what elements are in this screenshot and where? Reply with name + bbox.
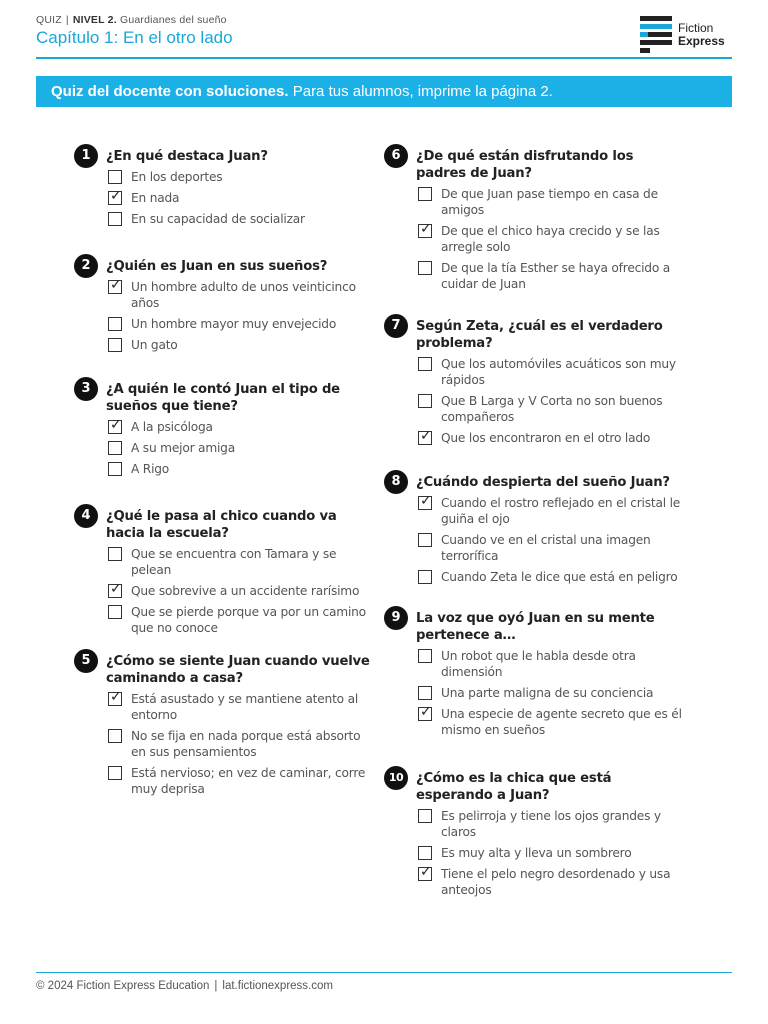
answer-option-label: Una especie de agente secreto que es él mismo en sueños (441, 707, 682, 737)
question-number-badge: 4 (74, 504, 98, 528)
empty-checkbox[interactable] (418, 187, 432, 201)
question-text: ¿En qué destaca Juan? (106, 149, 268, 164)
checked-checkbox[interactable] (108, 689, 122, 706)
empty-checkbox[interactable] (108, 338, 122, 352)
answer-options (416, 356, 684, 446)
question-number-badge: 3 (74, 377, 98, 401)
checkmark-icon: ✓ (420, 493, 432, 509)
banner-bold-text: Quiz del docente con soluciones. (51, 83, 289, 100)
empty-checkbox[interactable] (108, 462, 122, 476)
breadcrumb: QUIZ | NIVEL 2. Guardianes del sueño (36, 14, 227, 26)
answer-option-label: De que Juan pase tiempo en casa de amigos (441, 187, 658, 217)
question-text: ¿Quién es Juan en sus sueños? (106, 259, 328, 274)
answer-option-label: De que la tía Esther se haya ofrecido a cuidar de Juan (441, 261, 671, 291)
answer-options (416, 495, 684, 585)
checkmark-icon: ✓ (110, 581, 122, 597)
answer-option-label: A su mejor amiga (131, 441, 235, 455)
answer-option-label: Que B Larga y V Corta no son buenos compañeros (441, 394, 663, 424)
answer-option-label: En su capacidad de socializar (131, 212, 305, 226)
answer-option-label: Es muy alta y lleva un sombrero (441, 846, 632, 860)
chapter-title: Capítulo 1: En el otro lado (36, 28, 233, 47)
question-number-badge: 10 (384, 766, 408, 790)
answer-option-label: Que los automóviles acuáticos son muy rápidos (441, 357, 676, 387)
question-text: La voz que oyó Juan en su mente pertenece a… (416, 611, 655, 643)
question-4 (74, 504, 374, 641)
question-7 (384, 314, 684, 451)
answer-options (106, 546, 374, 636)
checked-checkbox[interactable] (418, 493, 432, 510)
answer-option (106, 461, 374, 477)
answer-option-label: Está asustado y se mantiene atento al entorno (131, 692, 359, 722)
question-text: ¿Cómo es la chica que está esperando a Juan? (416, 771, 612, 803)
answer-option (416, 866, 684, 898)
quiz-label: QUIZ (36, 14, 62, 26)
checked-checkbox[interactable] (108, 417, 122, 434)
answer-options (416, 808, 684, 898)
empty-checkbox[interactable] (418, 649, 432, 663)
answer-option (106, 604, 374, 636)
answer-option (416, 260, 684, 292)
question-number-badge: 2 (74, 254, 98, 278)
answer-option (416, 393, 684, 425)
answer-option (416, 430, 684, 446)
question-3 (74, 377, 374, 482)
answer-option-label: Que sobrevive a un accidente rarísimo (131, 584, 360, 598)
answer-option (106, 279, 374, 311)
question-text: ¿Cómo se siente Juan cuando vuelve caminando a casa? (106, 654, 370, 686)
answer-option (416, 186, 684, 218)
question-9 (384, 606, 684, 743)
checked-checkbox[interactable] (418, 864, 432, 881)
checkmark-icon: ✓ (420, 704, 432, 720)
checked-checkbox[interactable] (108, 277, 122, 294)
header-divider (36, 57, 732, 59)
answer-option (106, 691, 374, 723)
question-text: ¿A quién le contó Juan el tipo de sueños que tiene? (106, 382, 340, 414)
answer-option-label: De que el chico haya crecido y se las arregle solo (441, 224, 660, 254)
page-header (36, 14, 732, 58)
answer-option-label: Es pelirroja y tiene los ojos grandes y claros (441, 809, 661, 839)
question-1 (74, 144, 374, 232)
checkmark-icon: ✓ (110, 277, 122, 293)
question-5 (74, 649, 374, 802)
logo-line-2: Express (678, 34, 725, 48)
answer-option (416, 845, 684, 861)
empty-checkbox[interactable] (418, 686, 432, 700)
instructions-banner (36, 76, 732, 107)
answer-option-label: Cuando ve en el cristal una imagen terrorífica (441, 533, 651, 563)
answer-option (106, 169, 374, 185)
checkmark-icon: ✓ (110, 689, 122, 705)
question-number-badge: 1 (74, 144, 98, 168)
answer-option-label: Un robot que le habla desde otra dimensión (441, 649, 636, 679)
answer-option (106, 337, 374, 353)
logo-text (678, 22, 725, 48)
checkmark-icon: ✓ (420, 864, 432, 880)
question-text: Según Zeta, ¿cuál es el verdadero problema? (416, 319, 663, 351)
answer-option-label: En los deportes (131, 170, 223, 184)
fiction-express-logo (640, 16, 732, 52)
empty-checkbox[interactable] (108, 212, 122, 226)
empty-checkbox[interactable] (418, 533, 432, 547)
answer-option (416, 808, 684, 840)
empty-checkbox[interactable] (108, 766, 122, 780)
empty-checkbox[interactable] (418, 846, 432, 860)
answer-option (106, 728, 374, 760)
empty-checkbox[interactable] (418, 809, 432, 823)
checkmark-icon: ✓ (420, 221, 432, 237)
question-6 (384, 144, 684, 297)
empty-checkbox[interactable] (108, 441, 122, 455)
answer-options (106, 419, 374, 477)
empty-checkbox[interactable] (108, 547, 122, 561)
answer-option-label: Que se encuentra con Tamara y se pelean (131, 547, 337, 577)
question-text: ¿Qué le pasa al chico cuando va hacia la escuela? (106, 509, 337, 541)
answer-option (106, 765, 374, 797)
question-2 (74, 254, 374, 358)
question-number-badge: 9 (384, 606, 408, 630)
answer-option-label: A Rigo (131, 462, 170, 476)
checked-checkbox[interactable] (108, 188, 122, 205)
question-text: ¿De qué están disfrutando los padres de Juan? (416, 149, 634, 181)
copyright-text: © 2024 Fiction Express Education (36, 980, 210, 992)
answer-option (416, 706, 684, 738)
answer-option-label: Tiene el pelo negro desordenado y usa anteojos (441, 867, 671, 897)
answer-option (106, 419, 374, 435)
answer-options (106, 169, 374, 227)
answer-option-label: Un hombre adulto de unos veinticinco años (131, 280, 356, 310)
answer-option-label: Cuando Zeta le dice que está en peligro (441, 570, 678, 584)
empty-checkbox[interactable] (418, 394, 432, 408)
answer-option-label: Una parte maligna de su conciencia (441, 686, 654, 700)
empty-checkbox[interactable] (108, 317, 122, 331)
answer-option (416, 648, 684, 680)
checkmark-icon: ✓ (420, 428, 432, 444)
footer-divider (36, 972, 732, 973)
book-title: Guardianes del sueño (119, 14, 227, 26)
checked-checkbox[interactable] (418, 428, 432, 445)
empty-checkbox[interactable] (418, 357, 432, 371)
answer-option (416, 685, 684, 701)
empty-checkbox[interactable] (418, 261, 432, 275)
answer-option-label: A la psicóloga (131, 420, 213, 434)
answer-option-label: Está nervioso; en vez de caminar, corre muy deprisa (131, 766, 366, 796)
question-text: ¿Cuándo despierta del sueño Juan? (416, 475, 670, 490)
answer-option (106, 546, 374, 578)
question-number-badge: 5 (74, 649, 98, 673)
answer-option (106, 190, 374, 206)
level-label: NIVEL 2. (72, 14, 117, 26)
answer-option (416, 495, 684, 527)
logo-line-1: Fiction (678, 21, 714, 35)
answer-option (106, 583, 374, 599)
checkmark-icon: ✓ (110, 188, 122, 204)
answer-option (416, 532, 684, 564)
answer-option-label: Cuando el rostro reflejado en el cristal le guiña el ojo (441, 496, 681, 526)
checkmark-icon: ✓ (110, 417, 122, 433)
answer-option (106, 211, 374, 227)
answer-option (106, 316, 374, 332)
answer-option (416, 569, 684, 585)
answer-options (106, 279, 374, 353)
checked-checkbox[interactable] (108, 581, 122, 598)
question-number-badge: 7 (384, 314, 408, 338)
answer-option (416, 223, 684, 255)
answer-options (416, 648, 684, 738)
answer-options (416, 186, 684, 292)
checked-checkbox[interactable] (418, 704, 432, 721)
empty-checkbox[interactable] (108, 605, 122, 619)
answer-option-label: Que se pierde porque va por un camino que no conoce (131, 605, 366, 635)
answer-option-label: Un hombre mayor muy envejecido (131, 317, 337, 331)
answer-option-label: Un gato (131, 338, 178, 352)
question-10 (384, 766, 684, 903)
answer-option (106, 440, 374, 456)
answer-option-label: No se fija en nada porque está absorto en sus pensamientos (131, 729, 361, 759)
question-number-badge: 8 (384, 470, 408, 494)
question-number-badge: 6 (384, 144, 408, 168)
answer-option (416, 356, 684, 388)
website-link[interactable]: lat.fictionexpress.com (222, 980, 333, 992)
empty-checkbox[interactable] (418, 570, 432, 584)
question-8 (384, 470, 684, 590)
empty-checkbox[interactable] (108, 170, 122, 184)
banner-text: Para tus alumnos, imprime la página 2. (292, 83, 553, 100)
checked-checkbox[interactable] (418, 221, 432, 238)
answer-options (106, 691, 374, 797)
empty-checkbox[interactable] (108, 729, 122, 743)
answer-option-label: En nada (131, 191, 180, 205)
page-footer: © 2024 Fiction Express Education | lat.fictionexpress.com (36, 980, 333, 992)
answer-option-label: Que los encontraron en el otro lado (441, 431, 651, 445)
